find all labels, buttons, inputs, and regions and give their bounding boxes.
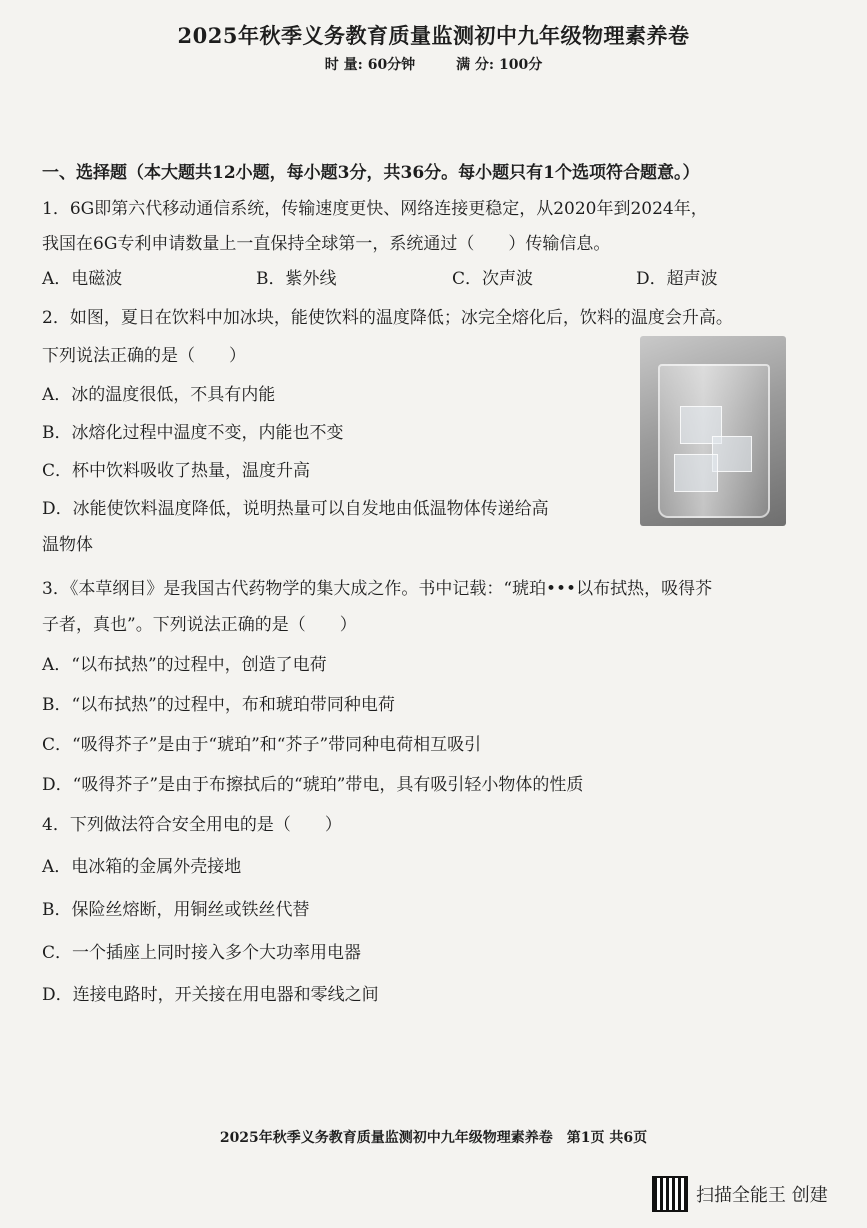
qr-code-icon (652, 1176, 688, 1212)
q2-option-c: C．杯中饮料吸收了热量，温度升高 (42, 461, 311, 481)
question-2-line-1: 2．如图，夏日在饮料中加冰块，能使饮料的温度降低；冰完全熔化后，饮料的温度会升高。 (42, 308, 733, 328)
q2-option-d-line-1: D．冰能使饮料温度降低，说明热量可以自发地由低温物体传递给高 (42, 499, 549, 519)
scanner-watermark (652, 1176, 828, 1212)
question-2-line-2: 下列说法正确的是（ ） (42, 346, 246, 366)
q3-option-b: B．“以布拭热”的过程中，布和琥珀带同种电荷 (42, 695, 395, 715)
q3-option-c: C．“吸得芥子”是由于“琥珀”和“芥子”带同种电荷相互吸引 (42, 735, 482, 755)
question-1-options (42, 264, 742, 290)
question-4-line-1: 4．下列做法符合安全用电的是（ ） (42, 815, 342, 835)
question-1-line-2: 我国在6G专利申请数量上一直保持全球第一，系统通过（ ）传输信息。 (42, 234, 611, 254)
q4-option-b: B．保险丝熔断，用铜丝或铁丝代替 (42, 900, 310, 920)
q2-option-a: A．冰的温度很低，不具有内能 (42, 385, 276, 405)
page-footer: 2025年秋季义务教育质量监测初中九年级物理素养卷 第1页 共6页 (219, 1130, 648, 1146)
q2-option-b: B．冰熔化过程中温度不变，内能也不变 (42, 423, 344, 443)
q3-option-d: D．“吸得芥子”是由于布擦拭后的“琥珀”带电，具有吸引轻小物体的性质 (42, 775, 584, 795)
question-3-line-1: 3．《本草纲目》是我国古代药物学的集大成之作。书中记载：“琥珀•••以布拭热，吸得芥 (42, 579, 713, 599)
q1-option-a: A．电磁波 (42, 269, 123, 289)
q2-option-d-line-2: 温物体 (42, 535, 93, 555)
q1-option-b: B．紫外线 (256, 269, 337, 289)
q4-option-a: A．电冰箱的金属外壳接地 (42, 857, 242, 877)
q1-option-c: C．次声波 (452, 269, 534, 289)
q4-option-c: C．一个插座上同时接入多个大功率用电器 (42, 943, 362, 963)
time-limit: 时 量: 60分钟 (324, 57, 416, 73)
question-3-line-2: 子者，真也”。下列说法正确的是（ ） (42, 615, 357, 635)
q1-option-d: D．超声波 (636, 269, 718, 289)
q3-option-a: A．“以布拭热”的过程中，创造了电荷 (42, 655, 327, 675)
question-1-line-1: 1．6G即第六代移动通信系统，传输速度更快、网络连接更稳定，从2020年到2024年， (42, 199, 708, 219)
full-score: 满 分: 100分 (456, 57, 543, 73)
exam-info (0, 54, 867, 74)
page-title: 2025年秋季义务教育质量监测初中九年级物理素养卷 (177, 23, 690, 48)
section-heading: 一、选择题（本大题共12小题，每小题3分，共36分。每小题只有1个选项符合题意。） (42, 163, 700, 183)
ice-cube (674, 454, 718, 492)
ice-drink-photo (640, 336, 786, 526)
ice-cube (712, 436, 752, 472)
watermark-text: 扫描全能王 创建 (696, 1185, 828, 1206)
q4-option-d: D．连接电路时，开关接在用电器和零线之间 (42, 985, 379, 1005)
